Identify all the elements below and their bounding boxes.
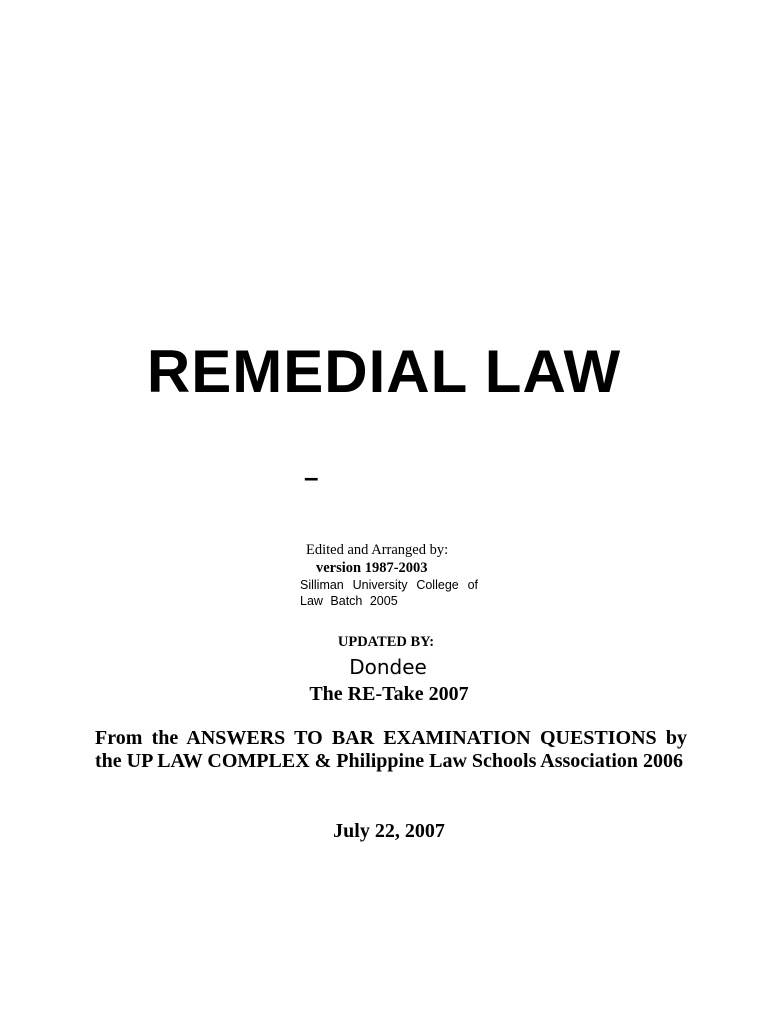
separator-dash: – bbox=[304, 462, 319, 492]
document-title: REMEDIAL LAW bbox=[146, 338, 622, 405]
document-date: July 22, 2007 bbox=[333, 820, 445, 842]
retake-text: The RE-Take 2007 bbox=[309, 683, 469, 705]
source-paragraph: From the ANSWERS TO BAR EXAMINATION QUESTIONS by the UP LAW COMPLEX & Philippine Law Schools Association 2006 bbox=[95, 727, 687, 772]
editor-credits bbox=[300, 541, 500, 609]
updated-by-label: UPDATED BY: bbox=[337, 634, 435, 650]
edited-by-label: Edited and Arranged by: bbox=[306, 542, 449, 558]
updater-name: Dondee bbox=[349, 655, 427, 679]
version-text: version 1987-2003 bbox=[316, 560, 428, 576]
school-batch-text: Silliman University College of Law Batch 2005 bbox=[300, 578, 478, 608]
